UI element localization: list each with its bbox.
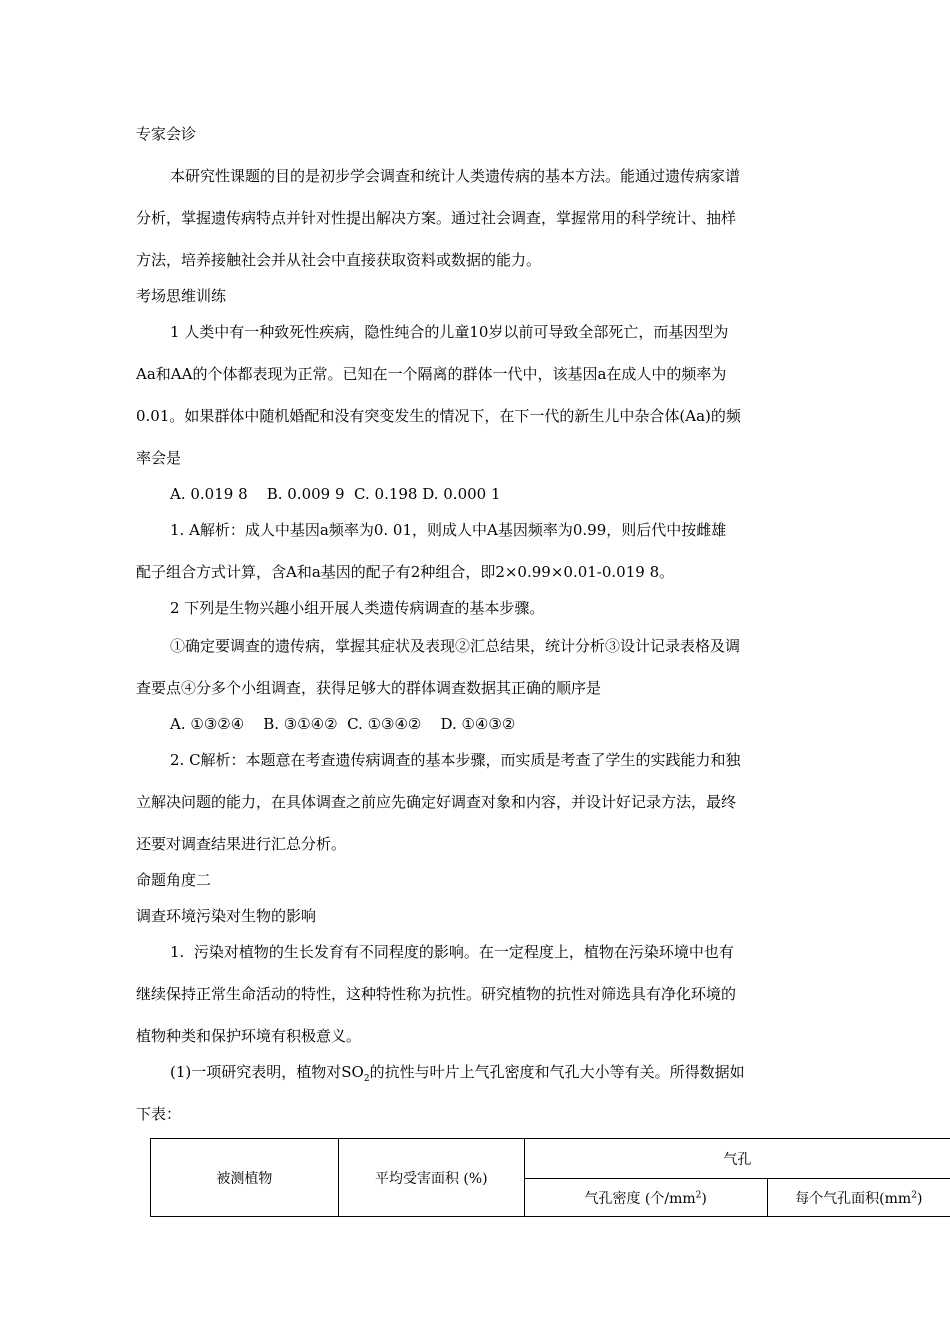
heading-topic: 调查环境污染对生物的影响 [136,907,317,925]
heading-expert: 专家会诊 [136,125,197,143]
text-line: Aa和AA的个体都表现为正常。已知在一个隔离的群体一代中，该基因a在成人中的频率为 [136,365,727,383]
table-header-stoma: 气孔 [524,1139,950,1179]
text-line: 植物种类和保护环境有积极意义。 [136,1027,362,1045]
data-table [150,1138,950,1217]
text-run: 每个气孔面积(mm [795,1190,912,1207]
heading-angle-two: 命题角度二 [136,871,212,889]
text-line: 率会是 [136,449,182,467]
table-subheader-area [767,1179,950,1217]
text-line: 方法，培养接触社会并从社会中直接获取资料或数据的能力。 [136,251,542,269]
text-run: ) [916,1190,923,1207]
text-line: 1. 污染对植物的生长发育有不同程度的影响。在一定程度上，植物在污染环境中也有 [170,943,734,961]
table-subheader-density [524,1179,767,1217]
text-line: 本研究性课题的目的是初步学会调查和统计人类遗传病的基本方法。能通过遗传病家谱 [170,167,741,185]
text-line: 1. A解析：成人中基因a频率为0. 01，则成人中A基因频率为0.99，则后代中按雌雄 [170,521,727,539]
text-run: ) [701,1190,707,1207]
paragraph-so2-end: 下表： [136,1105,182,1123]
superscript: 2 [911,1189,917,1200]
text-run: 气孔密度 (个/mm [584,1190,696,1207]
options-line: A. 0.019 8 B. 0.009 9 C. 0.198 D. 0.000 1 [170,485,501,503]
table-header-plant: 被测植物 [151,1139,339,1217]
subscript: 2 [363,1074,370,1084]
text-line: 0.01。如果群体中随机婚配和没有突变发生的情况下，在下一代的新生儿中杂合体(Aa)的频 [136,407,741,425]
text-line: ①确定要调查的遗传病，掌握其症状及表现②汇总结果，统计分析③设计记录表格及调 [170,637,741,655]
text-line: 1 人类中有一种致死性疾病，隐性纯合的儿童10岁以前可导致全部死亡，而基因型为 [170,323,729,341]
text-line: 分析，掌握遗传病特点并针对性提出解决方案。通过社会调查，掌握常用的科学统计、抽样 [136,209,737,227]
text-run: 的抗性与叶片上气孔密度和气孔大小等有关。所得数据如 [369,1063,745,1081]
text-line: 立解决问题的能力，在具体调查之前应先确定好调查对象和内容，并设计好记录方法，最终 [136,793,737,811]
text-line: 还要对调查结果进行汇总分析。 [136,835,347,853]
text-run: (1)一项研究表明，植物对SO [170,1063,364,1081]
paragraph-so2 [170,1062,745,1089]
text-line: 继续保持正常生命活动的特性，这种特性称为抗性。研究植物的抗性对筛选具有净化环境的 [136,985,737,1003]
table-header-damage: 平均受害面积 (%) [338,1139,524,1217]
superscript: 2 [695,1189,702,1200]
options-line: A. ①③②④ B. ③①④② C. ①③④② D. ①④③② [170,715,516,733]
heading-exam-training: 考场思维训练 [136,287,227,305]
text-line: 2. C解析：本题意在考查遗传病调查的基本步骤，而实质是考查了学生的实践能力和独 [170,751,741,769]
text-line: 2 下列是生物兴趣小组开展人类遗传病调查的基本步骤。 [170,599,545,617]
text-line: 查要点④分多个小组调查，获得足够大的群体调查数据其正确的顺序是 [136,679,602,697]
text-line: 配子组合方式计算，含A和a基因的配子有2种组合，即2×0.99×0.01-0.019 8。 [136,563,675,581]
